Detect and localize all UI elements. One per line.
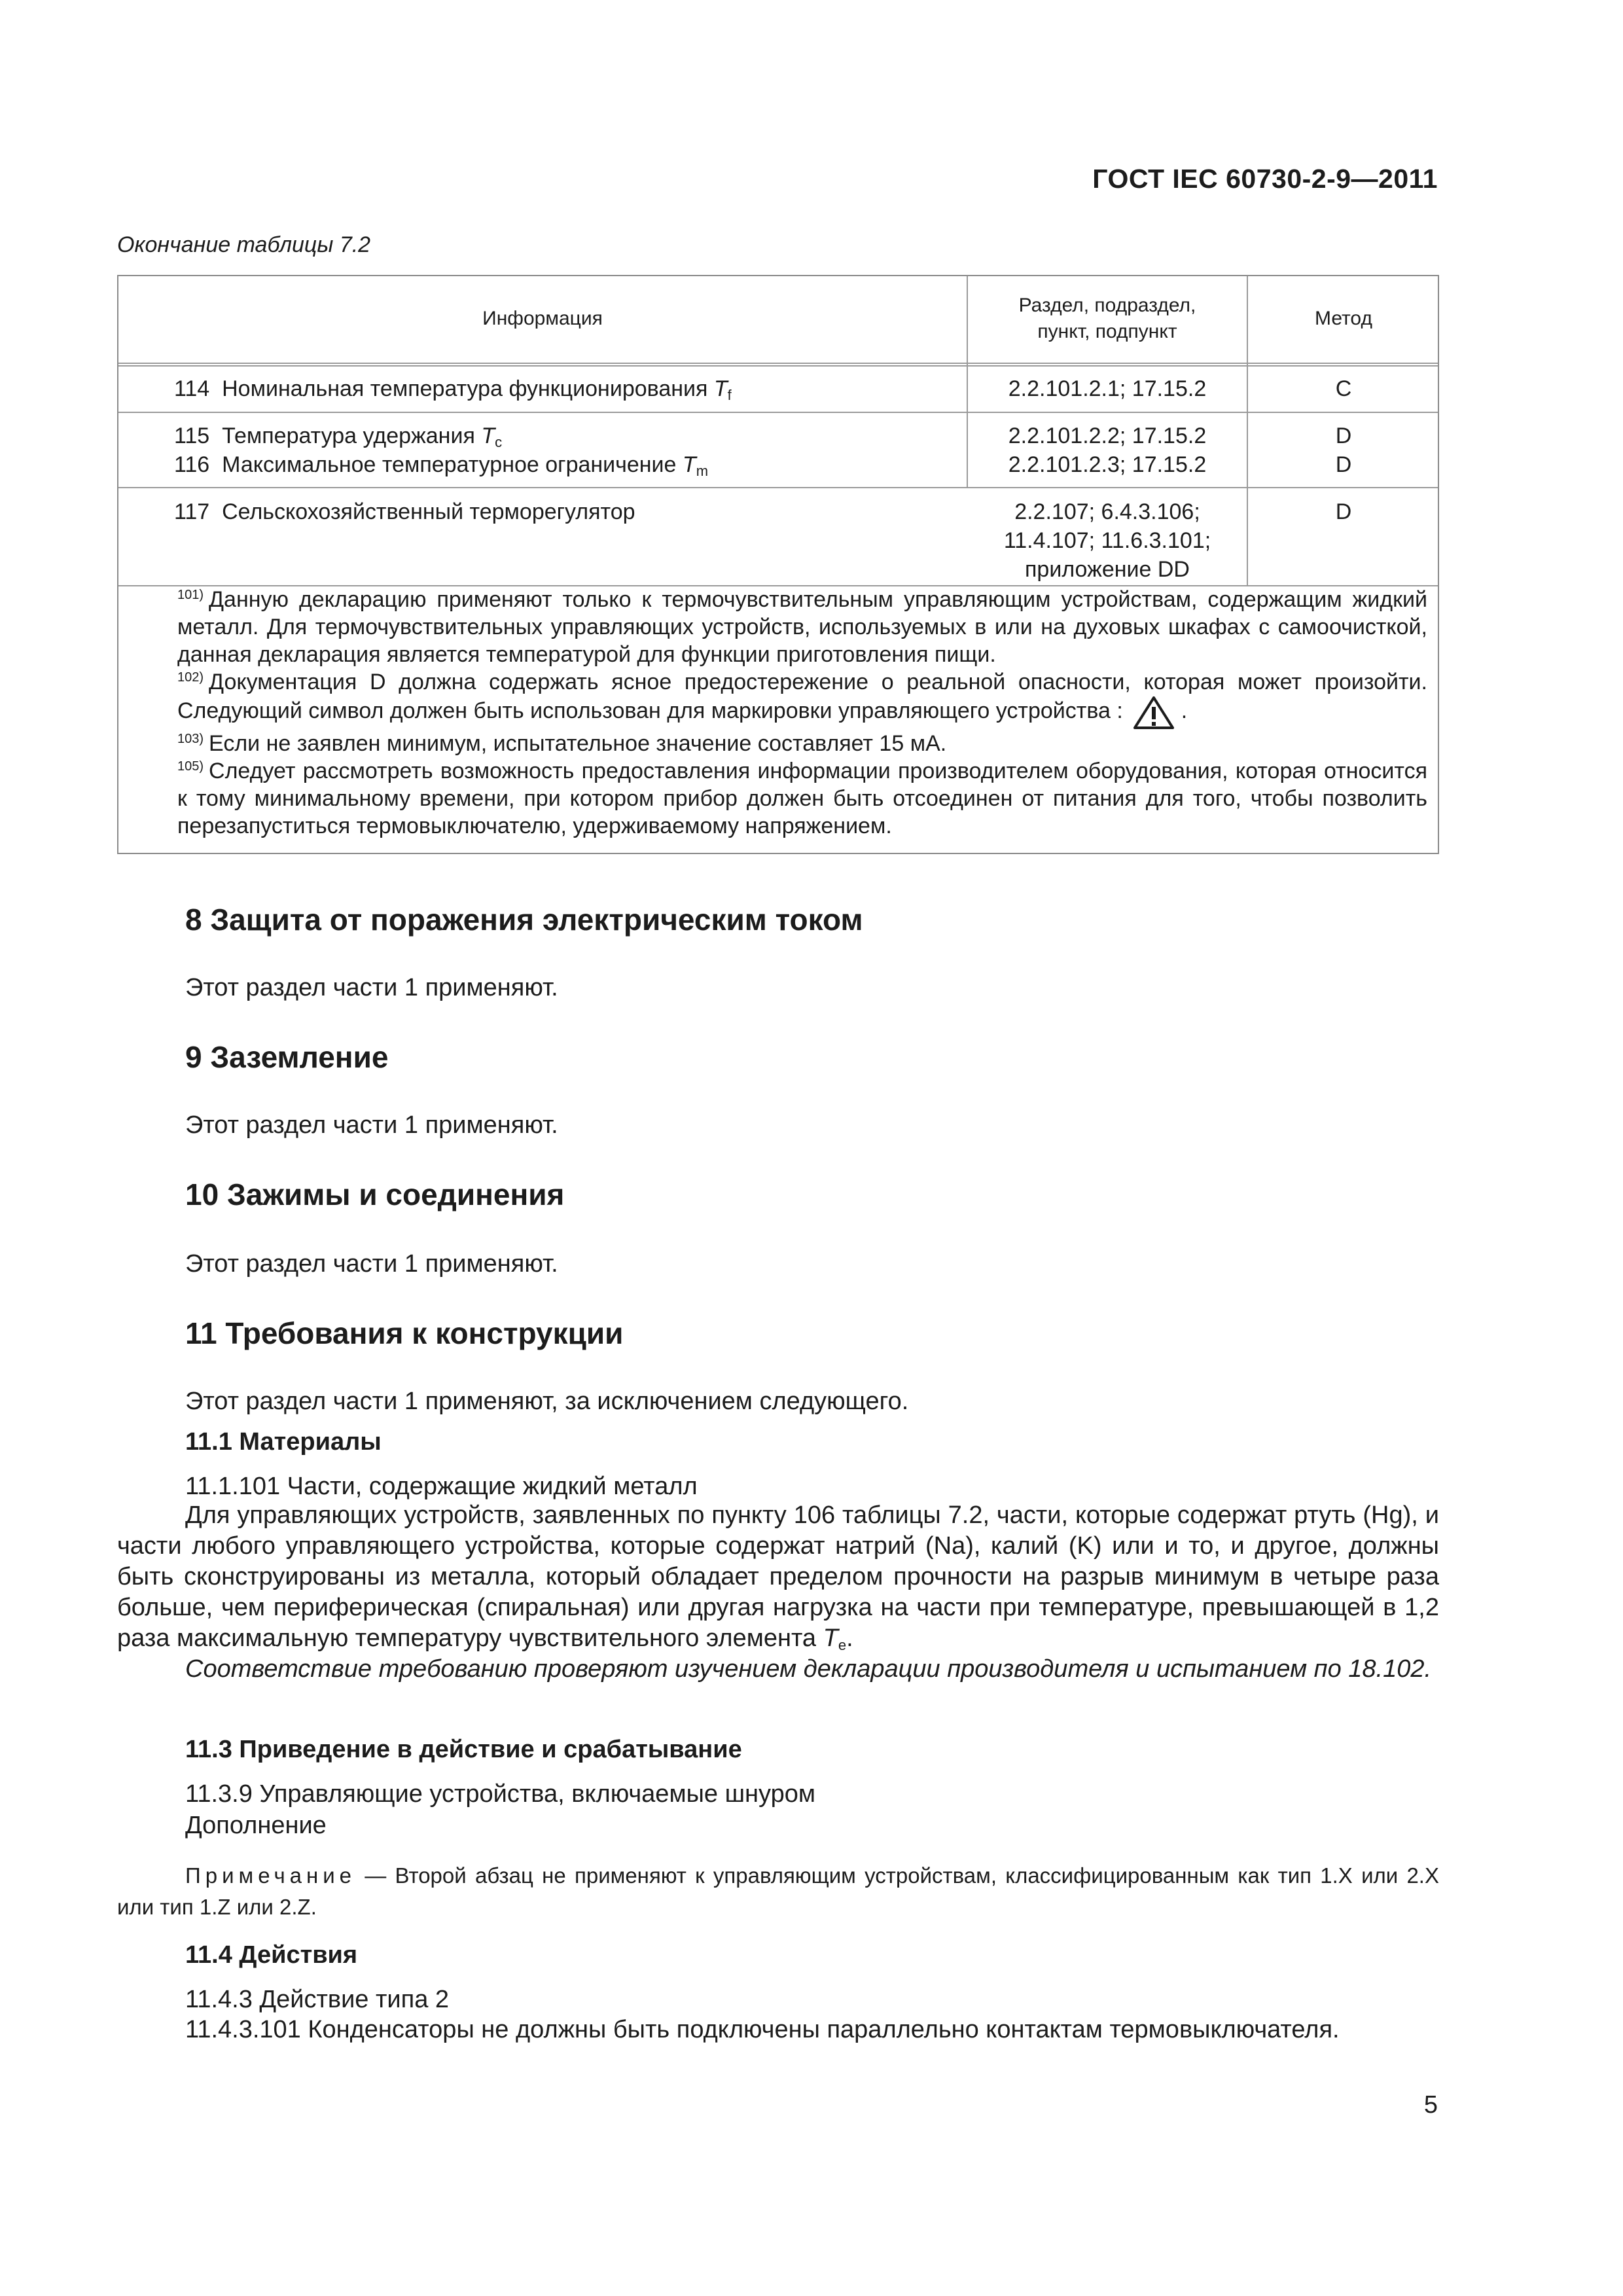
clause-11-1-101-text: Для управляющих устройств, заявленных по пункту 106 таблицы 7.2, части, которые содержат ртуть (Hg), и части любого управляющего устройства, которые содержат натрий (Na), калий (K) или и то, и другое, должны быть сконструированы из металла, который обладает пределом прочности на разрыв минимум в четыре раза больше, чем периферическая (спиральная) или другая нагрузка на части при температуре, превышающей в 1,2 раза максимальную температуру чувствительного элемента $T_e$. [117,1501,1439,1653]
header-divider [118,363,1438,367]
clause-11-4-3-101: 11.4.3.101 Конденсаторы не должны быть подключены параллельно контактам термовыключателя. [185,2016,1340,2043]
section-8-title: 8 Защита от поражения электрическим током [185,903,863,937]
requirements-table [117,275,1439,854]
table-row: 117 Сельскохозяйственный терморегулятор [174,499,635,524]
clause-11-1-101-check: Соответствие требованию проверяют изучением декларации производителя и испытанием по 18.102. [185,1655,1432,1683]
row-method: D [1335,499,1352,524]
section-11-3-title: 11.3 Приведение в действие и срабатывание [185,1736,742,1763]
table-row: 116 Максимальное температурное ограничение $T_m$ [174,452,709,479]
section-11-4-title: 11.4 Действия [185,1941,358,1969]
note: Примечание — Второй абзац не применяют к управляющим устройствам, классифицированным как тип 1.X или 2.X или тип 1.Z или 2.Z. [117,1863,1439,1919]
section-8-text: Этот раздел части 1 применяют. [185,974,558,1001]
note-label: Примечание [185,1863,357,1888]
row-method: C [1335,376,1352,401]
document-code: ГОСТ IEC 60730-2-9—2011 [1092,164,1438,194]
section-9-text: Этот раздел части 1 применяют. [185,1111,558,1139]
footnote-101: $^{101)}$ Данную декларацию применяют только к термочувствительным управляющим устройствам, содержащим жидкий металл. Для термочувствительных управляющих устройств, используемых в или на духовых шкафах с самоочисткой, данная декларация является температурой для функции приготовления пищи. [177,587,1427,667]
clause-11-3-9-addition: Дополнение [185,1812,327,1839]
row-section: 2.2.101.2.1; 17.15.2 [1008,376,1207,401]
section-10-text: Этот раздел части 1 применяют. [185,1250,558,1278]
section-9-title: 9 Заземление [185,1040,389,1074]
clause-11-4-3: 11.4.3 Действие типа 2 [185,1986,450,2013]
footnote-102: $^{102)}$ Документация D должна содержать ясное предостережение о реальной опасности, которая может произойти. Следующий символ должен быть использован для маркировки управляющего устройства : . [132,668,1427,730]
row-section: 2.2.107; 6.4.3.106; 11.4.107; 11.6.3.101; приложение DD [1003,499,1211,582]
footnote-103: $^{103)}$ Если не заявлен минимум, испытательное значение составляет 15 мА. [177,731,947,756]
footnote-105: $^{105)}$ Следует рассмотреть возможность предоставления информации производителем оборудования, которая относится к тому минимальному времени, при котором прибор должен быть отсоединен от питания для того, чтобы позволить перезапуститься термовыключателю, удерживаемому напряжением. [177,759,1427,838]
clause-11-3-9: 11.3.9 Управляющие устройства, включаемые шнуром [185,1780,816,1808]
section-11-title: 11 Требования к конструкции [185,1316,624,1350]
table-caption: Окончание таблицы 7.2 [117,232,371,257]
row-divider [118,487,1438,488]
page-number: 5 [1423,2091,1438,2119]
warning-triangle-icon [1133,696,1175,730]
row-divider [118,412,1438,413]
section-10-title: 10 Зажимы и соединения [185,1177,565,1211]
section-11-1-title: 11.1 Материалы [185,1428,382,1456]
row-method: D [1335,423,1352,448]
table-row: 115 Температура удержания $T_c$ [174,423,503,450]
row-section: 2.2.101.2.3; 17.15.2 [1008,452,1207,477]
section-11-text: Этот раздел части 1 применяют, за исключением следующего. [185,1388,909,1415]
row-method: D [1335,452,1352,477]
header-section: Раздел, подраздел, пункт, подпункт [1018,295,1196,342]
table-row: 114 Номинальная температура функционирования $T_f$ [174,376,732,403]
header-method: Метод [1315,308,1372,329]
clause-11-1-101: 11.1.101 Части, содержащие жидкий металл [185,1473,698,1500]
header-info: Информация [482,308,603,329]
table-footnotes [132,586,1427,840]
row-section: 2.2.101.2.2; 17.15.2 [1008,423,1207,448]
